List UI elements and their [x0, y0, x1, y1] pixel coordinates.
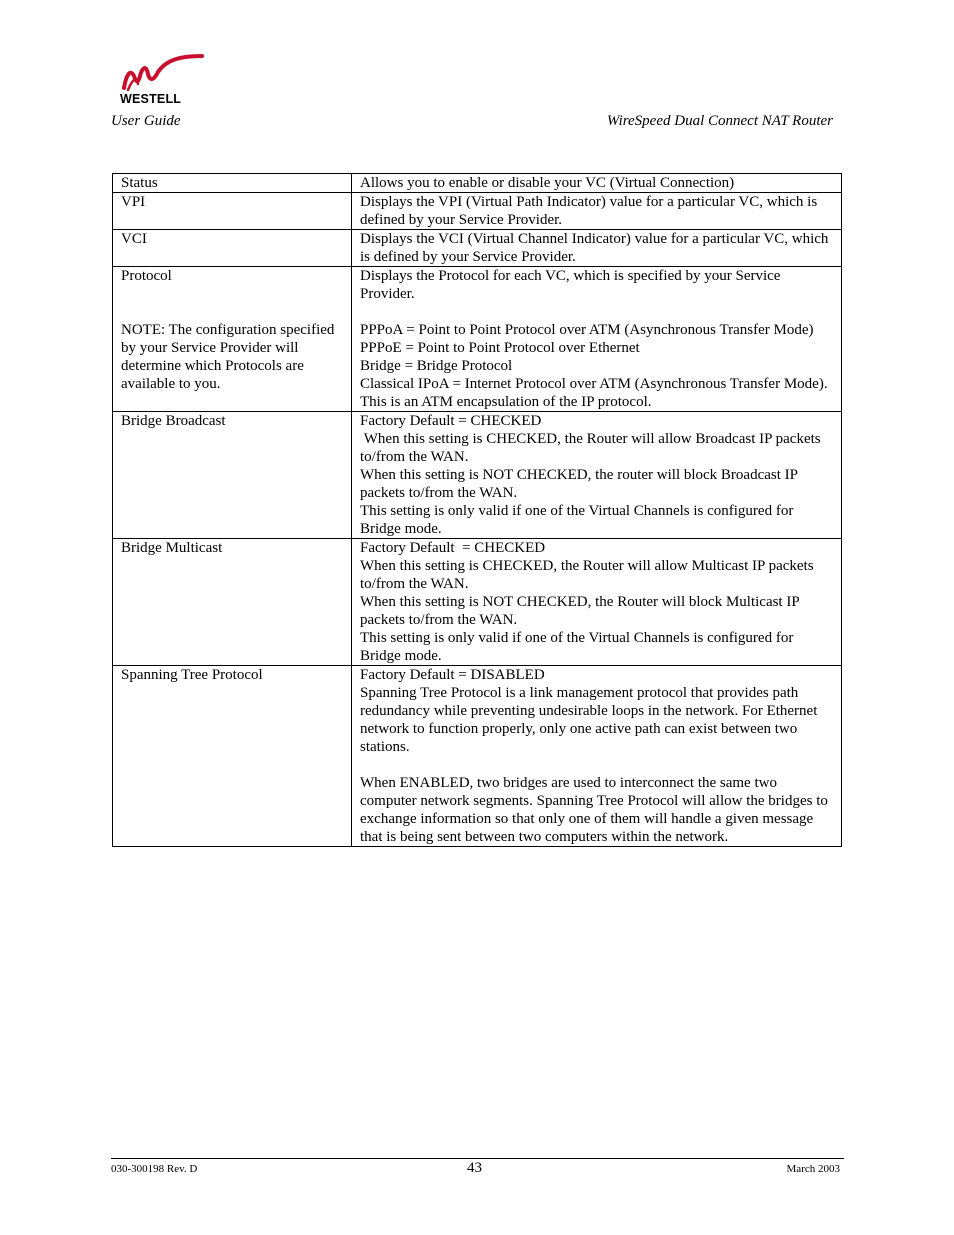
blank-line — [121, 285, 345, 303]
parameter-description-cell — [352, 267, 842, 412]
westell-logo-mark-icon — [118, 54, 208, 94]
blank-line — [121, 303, 345, 321]
table-row — [113, 267, 842, 412]
parameter-description-text: This setting is only valid if one of the Virtual Channels is configured for Bridge mode. — [360, 630, 798, 664]
table-row — [113, 539, 842, 666]
parameter-description-text: Factory Default = CHECKED — [360, 413, 542, 429]
parameter-description-cell — [352, 230, 842, 267]
parameter-name-text: VCI — [121, 231, 147, 247]
parameter-description-cell — [352, 174, 842, 193]
table-row — [113, 174, 842, 193]
table-row — [113, 412, 842, 539]
parameter-description-text: Allows you to enable or disable your VC (Virtual Connection) — [360, 175, 735, 191]
parameter-name-text: Bridge Broadcast — [121, 413, 226, 429]
parameter-name-cell — [113, 230, 352, 267]
parameter-description-text: Classical IPoA = Internet Protocol over ATM (Asynchronous Transfer Mode). This is an ATM encapsulation of the IP protocol. — [360, 376, 832, 410]
parameter-name-text: NOTE: The configuration specified by your Service Provider will determine which Protocols are available to you. — [121, 322, 339, 392]
westell-logo — [118, 54, 208, 106]
parameter-table — [112, 173, 842, 847]
parameter-description-text: This setting is only valid if one of the Virtual Channels is configured for Bridge mode. — [360, 503, 798, 537]
parameter-description-text: When this setting is CHECKED, the Router will allow Broadcast IP packets to/from the WAN. — [360, 431, 825, 465]
footer-divider — [111, 1158, 844, 1159]
parameter-name-text: Status — [121, 175, 158, 191]
table-row — [113, 193, 842, 230]
parameter-description-cell — [352, 539, 842, 666]
blank-line — [360, 303, 835, 321]
parameter-name-cell — [113, 193, 352, 230]
header-product-title: WireSpeed Dual Connect NAT Router — [606, 113, 833, 129]
parameter-description-text: Spanning Tree Protocol is a link management protocol that provides path redundancy while preventing undesirable loops in the network. For Ethernet network to function properly, only one active path can exist between two stations. — [360, 685, 822, 755]
parameter-description-text: Displays the VCI (Virtual Channel Indicator) value for a particular VC, which is defined by your Service Provider. — [360, 231, 833, 265]
parameter-name-cell — [113, 267, 352, 412]
parameter-description-text: When this setting is NOT CHECKED, the Router will block Multicast IP packets to/from the WAN. — [360, 594, 803, 628]
parameter-description-text: Bridge = Bridge Protocol — [360, 358, 513, 374]
header-guide-title: User Guide — [111, 113, 181, 129]
parameter-description-text: When ENABLED, two bridges are used to interconnect the same two computer network segments. Spanning Tree Protocol will allow the bridges to exchange information so that only one of them will handle a given message that is being sent between two computers within the network. — [360, 775, 832, 845]
parameter-description-text: When this setting is NOT CHECKED, the router will block Broadcast IP packets to/from the WAN. — [360, 467, 802, 501]
table-row — [113, 666, 842, 847]
table-row — [113, 230, 842, 267]
parameter-name-text: Spanning Tree Protocol — [121, 667, 263, 683]
parameter-description-text: Displays the Protocol for each VC, which is specified by your Service Provider. — [360, 268, 785, 302]
parameter-description-text: PPPoE = Point to Point Protocol over Ethernet — [360, 340, 640, 356]
logo-wordmark: WESTELL — [120, 92, 182, 106]
parameter-description-text: When this setting is CHECKED, the Router will allow Multicast IP packets to/from the WAN. — [360, 558, 818, 592]
parameter-description-text: PPPoA = Point to Point Protocol over ATM (Asynchronous Transfer Mode) — [360, 322, 814, 338]
parameter-description-cell — [352, 412, 842, 539]
parameter-description-cell — [352, 193, 842, 230]
parameter-name-cell — [113, 174, 352, 193]
parameter-name-text: Protocol — [121, 268, 172, 284]
parameter-description-text: Factory Default = DISABLED — [360, 667, 545, 683]
parameter-name-cell — [113, 539, 352, 666]
footer-date: March 2003 — [786, 1163, 840, 1175]
parameter-name-text: Bridge Multicast — [121, 540, 223, 556]
footer-doc-number: 030-300198 Rev. D — [111, 1163, 198, 1175]
parameter-name-text: VPI — [121, 194, 146, 210]
parameter-description-text: Factory Default = CHECKED — [360, 540, 546, 556]
parameter-table-body — [113, 174, 842, 847]
parameter-description-text: Displays the VPI (Virtual Path Indicator) value for a particular VC, which is defined by your Service Provider. — [360, 194, 821, 228]
parameter-name-cell — [113, 412, 352, 539]
footer-page-number: 43 — [467, 1160, 482, 1176]
blank-line — [360, 756, 835, 774]
parameter-description-cell — [352, 666, 842, 847]
parameter-name-cell — [113, 666, 352, 847]
